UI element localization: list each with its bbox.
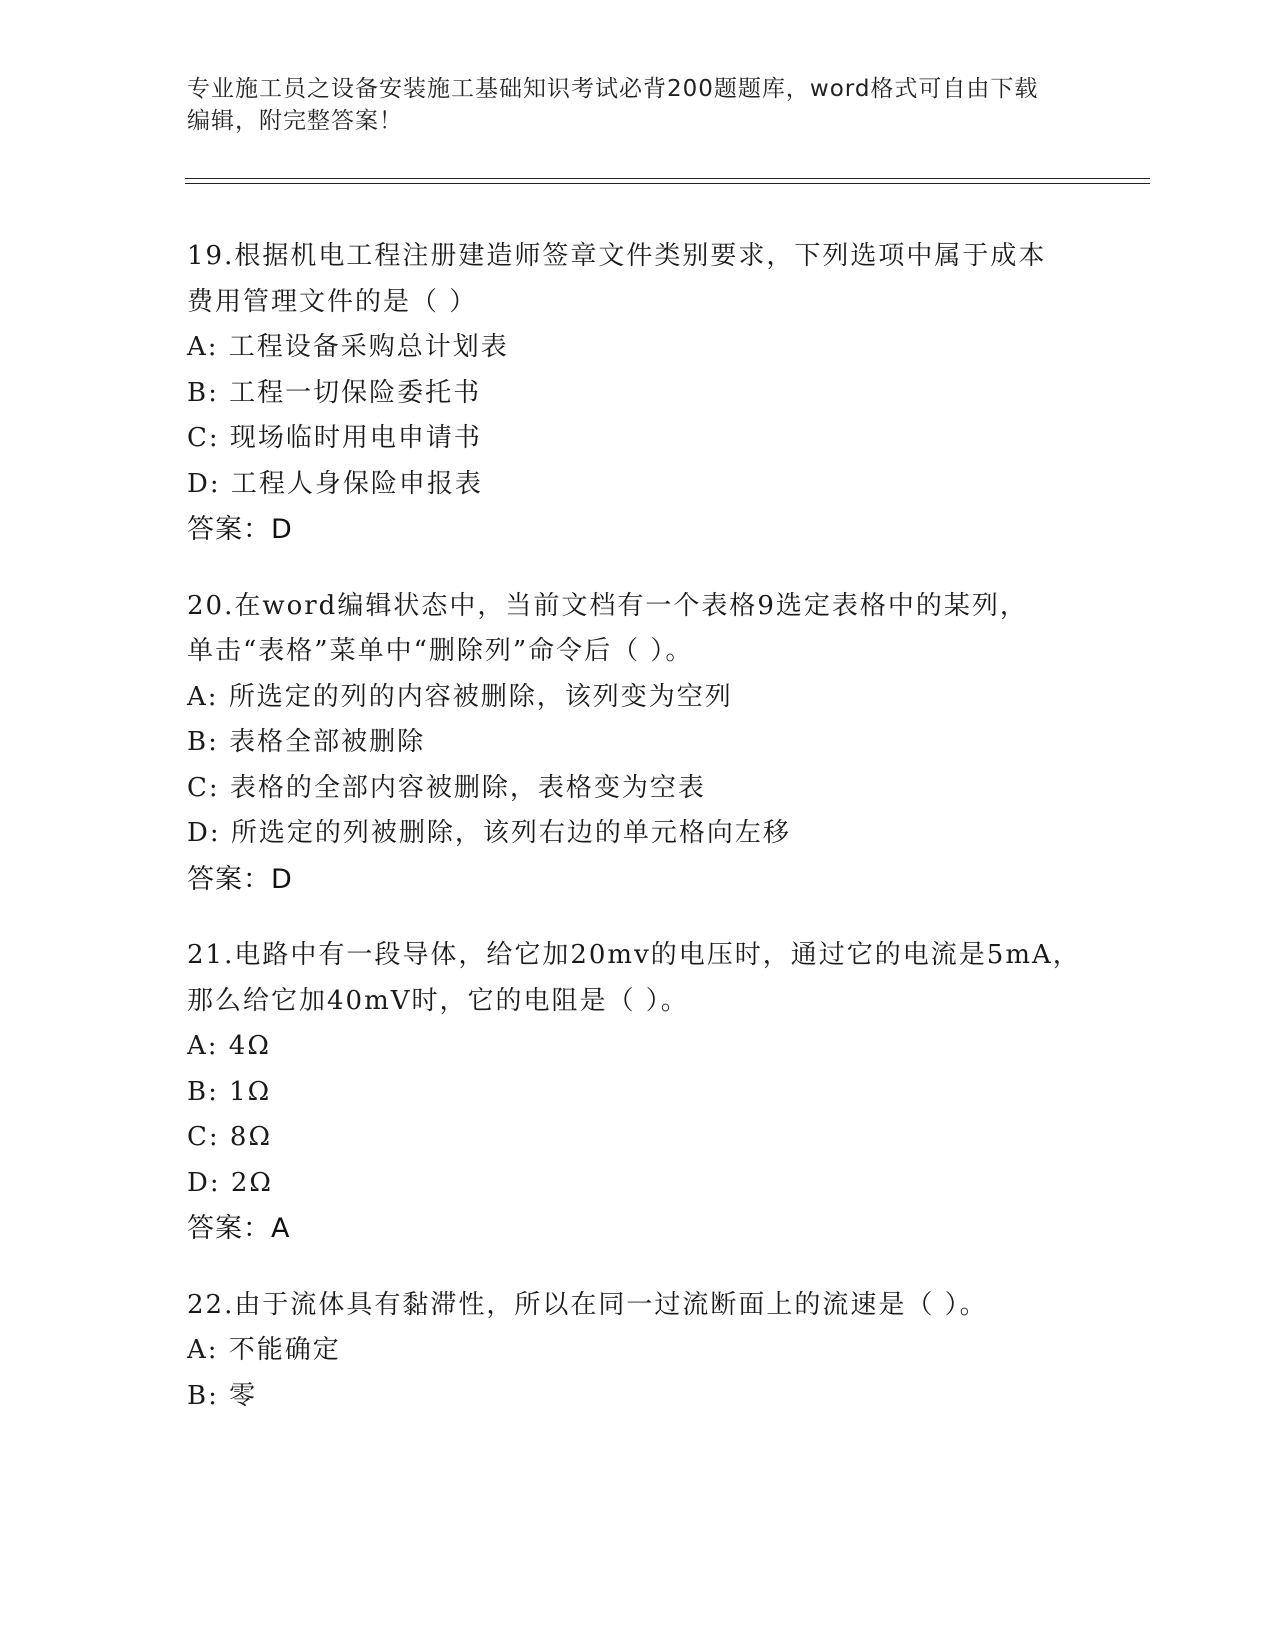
option-d: D: 所选定的列被删除，该列右边的单元格向左移: [187, 818, 791, 848]
question-19: [187, 234, 1087, 553]
question-text-line: 21.电路中有一段导体，给它加20mv的电压时，通过它的电流是5mA，: [187, 940, 1081, 970]
option-c: C: 表格的全部内容被删除，表格变为空表: [187, 772, 706, 803]
option-d: D: 工程人身保险申报表: [187, 468, 483, 499]
option-b: B: 表格全部被删除: [187, 727, 426, 757]
question-text-line: 单击“表格”菜单中“删除列”命令后（ ）。: [187, 636, 694, 666]
option-a: A: 4Ω: [187, 1031, 271, 1061]
option-a: A: 不能确定: [187, 1335, 341, 1365]
option-b: B: 1Ω: [187, 1076, 272, 1107]
question-text-line: 费用管理文件的是（ ）: [187, 286, 478, 317]
question-text-line: 22.由于流体具有黏滞性，所以在同一过流断面上的流速是（ ）。: [187, 1289, 988, 1320]
question-22: [187, 1283, 1087, 1420]
option-c: C: 现场临时用电申请书: [187, 423, 482, 453]
option-b: B: 工程一切保险委托书: [187, 377, 482, 408]
option-a: A: 工程设备采购总计划表: [187, 332, 509, 362]
header-divider: [185, 178, 1150, 184]
option-a: A: 所选定的列的内容被删除，该列变为空列: [187, 681, 733, 712]
question-text-line: 19.根据机电工程注册建造师签章文件类别要求，下列选项中属于成本: [187, 241, 1047, 271]
answer: 答案：D: [187, 863, 293, 895]
document-header: [187, 73, 1067, 137]
answer: 答案：A: [187, 1213, 291, 1244]
option-d: D: 2Ω: [187, 1167, 273, 1198]
question-text-line: 那么给它加40mV时，它的电阻是（ ）。: [187, 985, 689, 1016]
question-text-line: 20.在word编辑状态中，当前文档有一个表格9选定表格中的某列，: [187, 590, 1028, 621]
question-list: [187, 234, 1087, 1450]
question-20: [187, 584, 1087, 903]
answer: 答案：D: [187, 514, 293, 545]
header-line-2: 编辑，附完整答案！: [187, 108, 403, 134]
header-line-1: 专业施工员之设备安装施工基础知识考试必背200题题库，word格式可自由下载: [187, 76, 1039, 102]
option-b: B: 零: [187, 1380, 258, 1411]
option-c: C: 8Ω: [187, 1122, 273, 1152]
question-21: [187, 933, 1087, 1252]
